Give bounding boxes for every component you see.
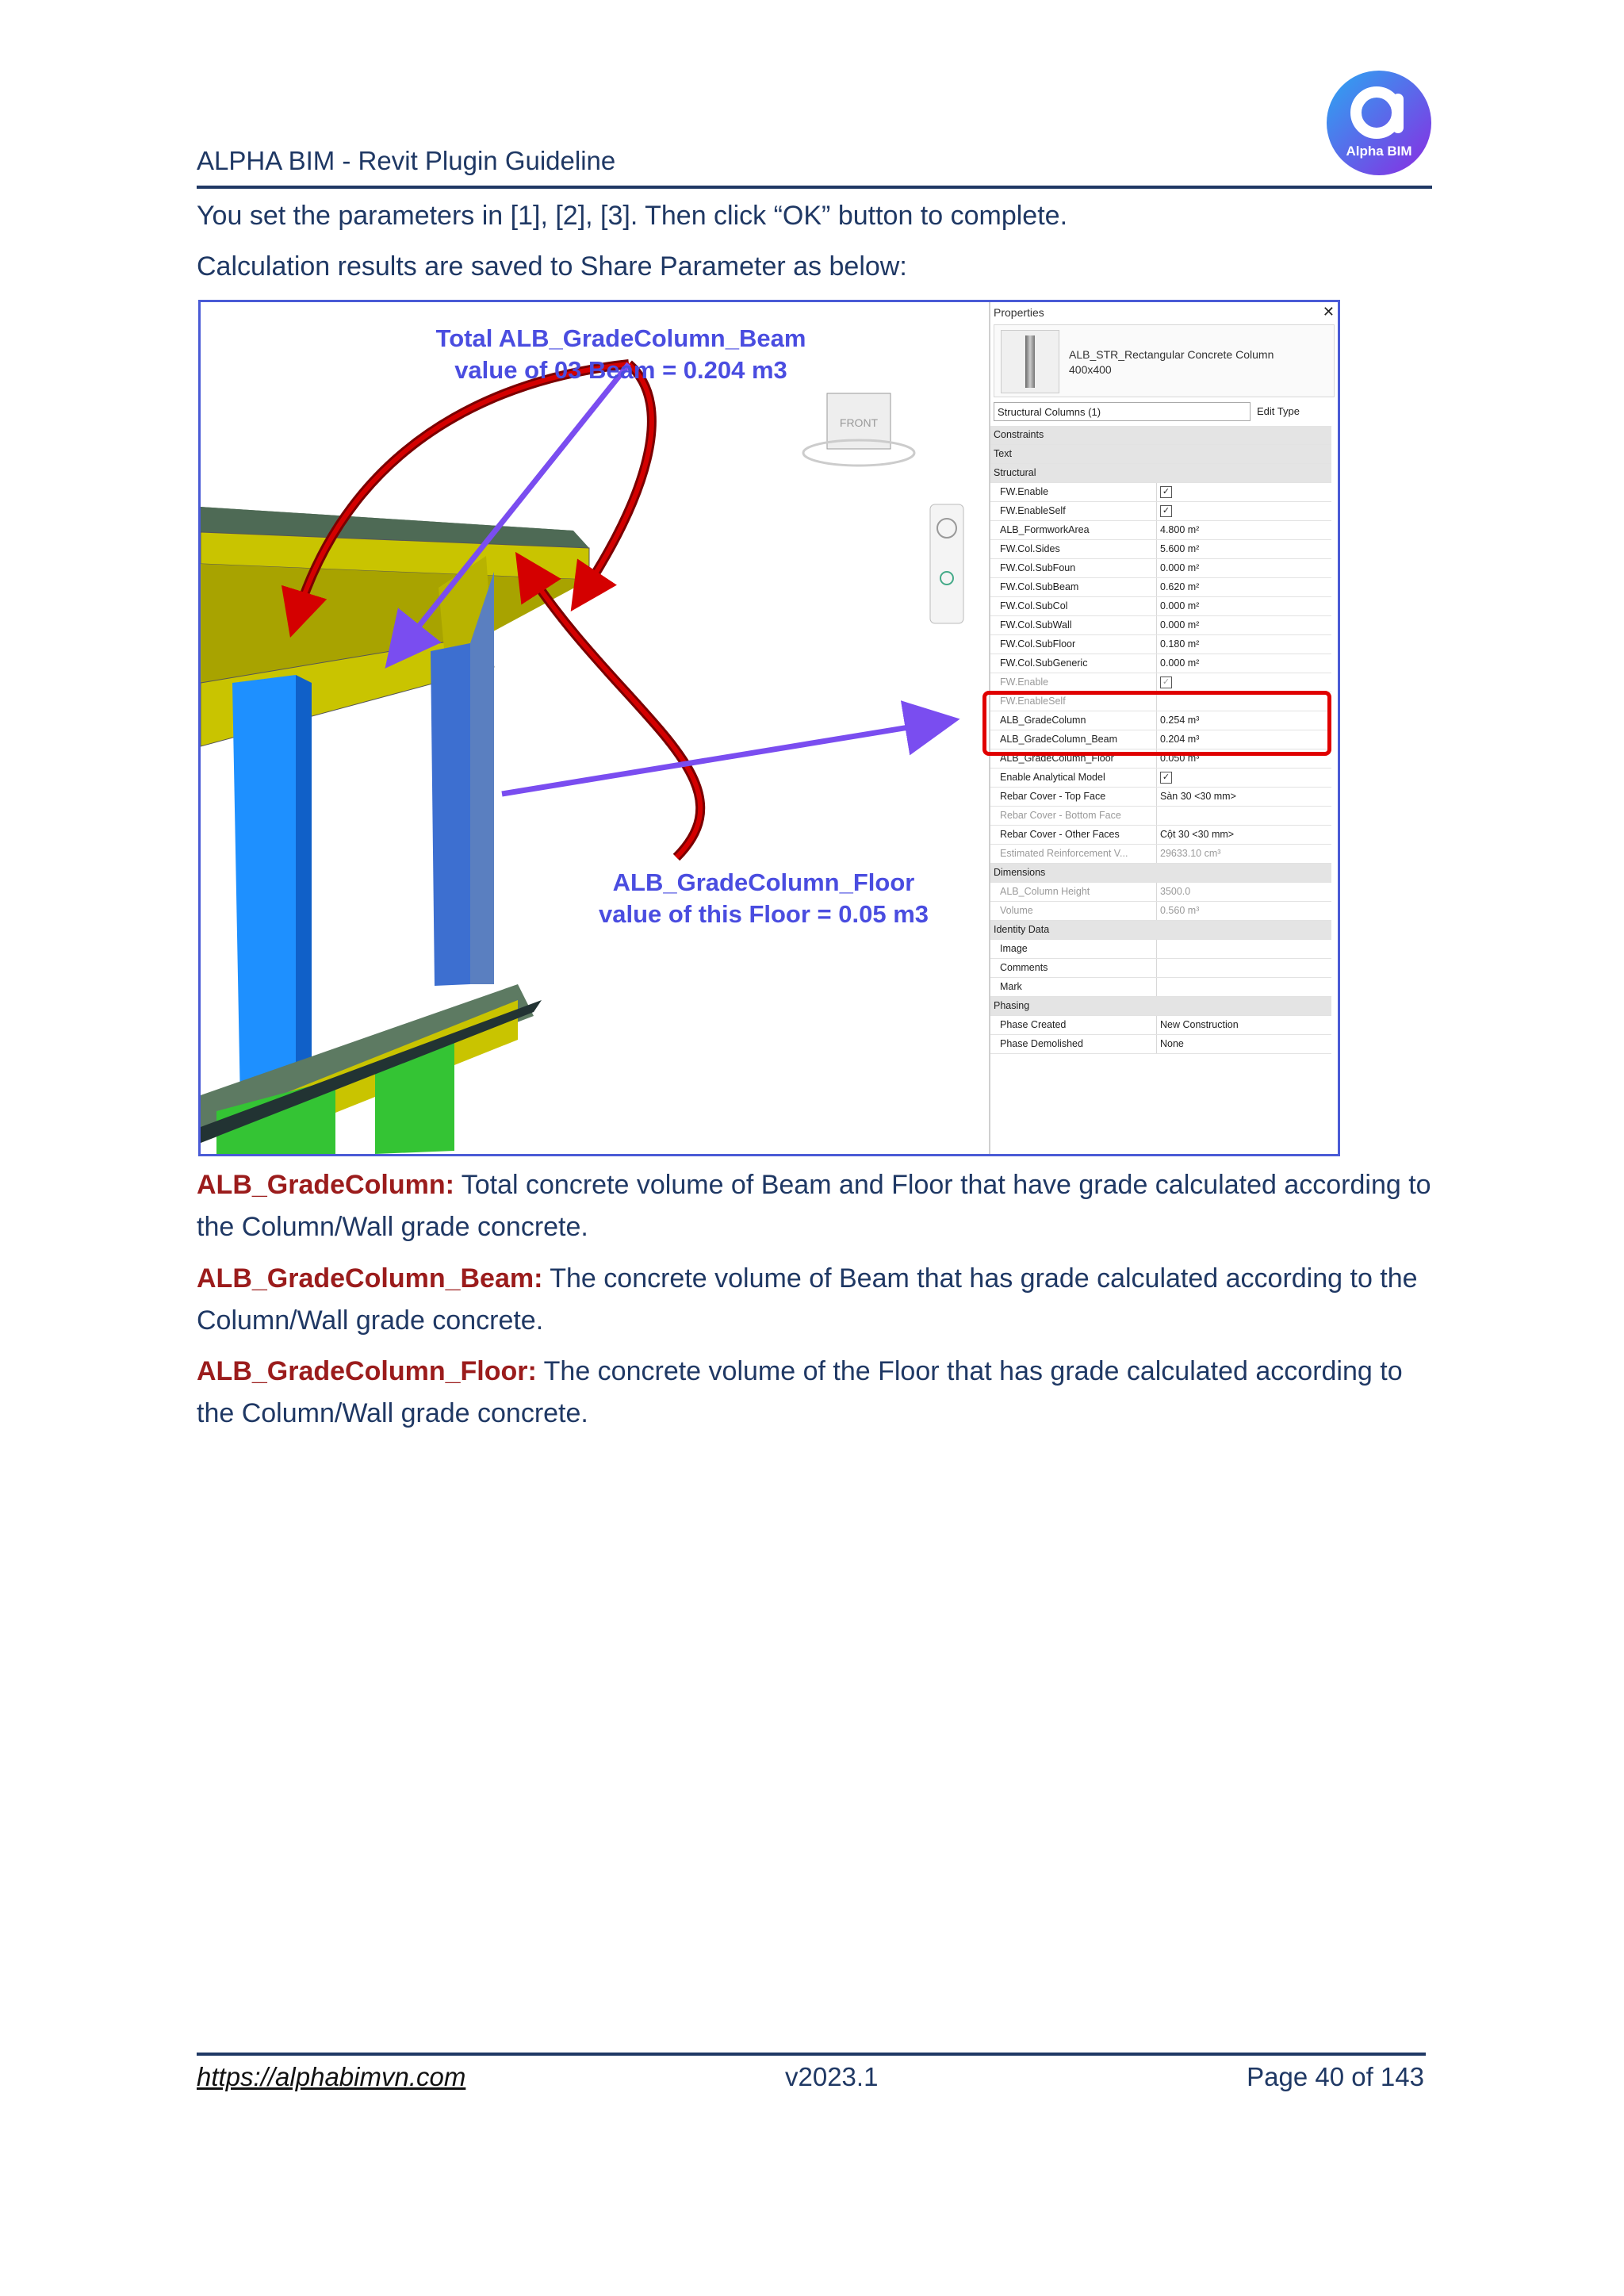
property-name: FW.Col.SubWall [990, 616, 1157, 634]
definition-gradecolumn [197, 1164, 1434, 1248]
property-name: Mark [990, 978, 1157, 996]
property-value[interactable]: 0.050 m³ [1160, 753, 1200, 764]
definition-text: The concrete volume of the Floor that has grade calculated according to the Column/Wall grade concrete. [197, 1356, 1403, 1428]
header-divider [197, 186, 1432, 189]
property-name: Comments [990, 959, 1157, 977]
viewcube-label: FRONT [839, 416, 879, 429]
property-value[interactable]: 0.560 m³ [1160, 905, 1200, 916]
property-name: Rebar Cover - Bottom Face [990, 807, 1157, 825]
property-row[interactable] [990, 521, 1331, 540]
property-row[interactable] [990, 769, 1331, 788]
property-value[interactable]: 0.620 m² [1160, 581, 1200, 592]
beam-annotation-line-1: Total ALB_GradeColumn_Beam [435, 324, 806, 352]
property-name: Phasing [994, 1000, 1030, 1011]
floor-annotation-line-2: value of this Floor = 0.05 m3 [598, 900, 929, 928]
property-row[interactable] [990, 1016, 1331, 1035]
property-name: Identity Data [994, 924, 1050, 935]
footer-website-link[interactable]: https://alphabimvn.com [197, 2062, 466, 2091]
property-name: ALB_GradeColumn [990, 711, 1157, 730]
property-name: FW.Col.SubFoun [990, 559, 1157, 577]
property-value[interactable]: 0.000 m² [1160, 657, 1200, 669]
type-selector[interactable] [994, 324, 1335, 397]
property-value[interactable] [1157, 483, 1331, 501]
property-name: FW.Col.SubGeneric [990, 654, 1157, 673]
property-row[interactable] [990, 597, 1331, 616]
highlight-box [982, 691, 1331, 756]
property-value[interactable]: 0.180 m² [1160, 638, 1200, 650]
property-group-header[interactable] [990, 445, 1331, 464]
property-row[interactable] [990, 845, 1331, 864]
property-value[interactable] [1157, 769, 1331, 787]
revit-screenshot-figure [198, 300, 1340, 1156]
document-header-title: ALPHA BIM - Revit Plugin Guideline [197, 146, 616, 175]
property-group-header[interactable] [990, 864, 1331, 883]
intro-line-2: Calculation results are saved to Share Parameter as below: [197, 251, 907, 282]
properties-title: Properties [994, 306, 1044, 319]
intro-line-1: You set the parameters in [1], [2], [3]. Then click “OK” button to complete. [197, 201, 1068, 231]
property-value[interactable]: Cột 30 <30 mm> [1160, 829, 1235, 840]
property-value[interactable] [1157, 940, 1331, 958]
property-row[interactable] [990, 635, 1331, 654]
column-type-thumbnail [1001, 330, 1059, 393]
property-row[interactable] [990, 902, 1331, 921]
floor-annotation [550, 867, 978, 930]
navigation-bar[interactable] [930, 504, 963, 623]
property-row[interactable] [990, 559, 1331, 578]
definition-text: The concrete volume of Beam that has grade calculated according to the Column/Wall grade concrete. [197, 1263, 1418, 1336]
property-row[interactable] [990, 940, 1331, 959]
property-name: Constraints [994, 429, 1044, 440]
property-name: Text [994, 448, 1012, 459]
property-row[interactable] [990, 807, 1331, 826]
property-value[interactable] [1157, 502, 1331, 520]
property-value[interactable]: New Construction [1160, 1019, 1239, 1030]
definition-gradecolumn-beam [197, 1258, 1434, 1342]
property-name: FW.Col.SubFloor [990, 635, 1157, 654]
property-value[interactable]: 0.000 m² [1160, 600, 1200, 611]
beam-annotation [399, 323, 843, 386]
property-row[interactable] [990, 540, 1331, 559]
property-group-header[interactable] [990, 921, 1331, 940]
footer-page-number: Page 40 of 143 [1247, 2062, 1424, 2091]
footer-version: v2023.1 [785, 2062, 879, 2091]
property-row[interactable] [990, 502, 1331, 521]
definition-gradecolumn-floor [197, 1351, 1434, 1435]
3d-model-view [201, 302, 989, 1154]
type-name-line-1: ALB_STR_Rectangular Concrete Column [1069, 348, 1274, 361]
type-name-line-2: 400x400 [1069, 363, 1112, 376]
property-row[interactable] [990, 578, 1331, 597]
property-name: FW.EnableSelf [990, 692, 1157, 711]
property-value[interactable] [1157, 807, 1331, 825]
property-row[interactable] [990, 978, 1331, 997]
property-row[interactable] [990, 616, 1331, 635]
property-name: FW.Col.Sides [990, 540, 1157, 558]
property-value[interactable] [1157, 978, 1331, 996]
close-icon[interactable]: ✕ [1322, 304, 1335, 320]
property-group-header[interactable] [990, 997, 1331, 1016]
property-name: Image [990, 940, 1157, 958]
property-name: Rebar Cover - Other Faces [990, 826, 1157, 844]
property-row[interactable] [990, 959, 1331, 978]
checkbox-icon[interactable]: ✓ [1160, 505, 1172, 517]
property-row[interactable] [990, 826, 1331, 845]
property-name: Enable Analytical Model [990, 769, 1157, 787]
property-name: Estimated Reinforcement V... [990, 845, 1157, 863]
floor-annotation-line-1: ALB_GradeColumn_Floor [612, 868, 915, 896]
property-row[interactable] [990, 788, 1331, 807]
property-value[interactable]: 29633.10 cm³ [1160, 848, 1221, 859]
property-value[interactable] [1157, 959, 1331, 977]
definition-term: ALB_GradeColumn_Beam: [197, 1263, 543, 1294]
instance-filter-dropdown[interactable]: Structural Columns (1) [994, 402, 1251, 421]
checkbox-icon[interactable]: ✓ [1160, 772, 1172, 784]
beam-annotation-line-2: value of 03 Beam = 0.204 m3 [454, 356, 787, 384]
property-name: Volume [990, 902, 1157, 920]
definition-term: ALB_GradeColumn_Floor: [197, 1356, 537, 1386]
property-value[interactable]: 0.000 m² [1160, 619, 1200, 631]
property-value[interactable]: 0.204 m³ [1160, 734, 1200, 745]
edit-type-button[interactable]: Edit Type [1257, 405, 1300, 417]
property-row[interactable] [990, 654, 1331, 673]
property-row[interactable] [990, 883, 1331, 902]
property-name: FW.Enable [990, 673, 1157, 692]
footer-divider [197, 2053, 1426, 2056]
svg-text:Alpha BIM: Alpha BIM [1346, 144, 1412, 159]
property-name: Phase Demolished [990, 1035, 1157, 1053]
property-name: FW.Enable [990, 483, 1157, 501]
property-value[interactable]: 0.254 m³ [1160, 715, 1200, 726]
property-group-header[interactable] [990, 426, 1331, 445]
property-row[interactable] [990, 673, 1331, 692]
property-name: FW.EnableSelf [990, 502, 1157, 520]
property-name: Structural [994, 467, 1036, 478]
definition-term: ALB_GradeColumn: [197, 1170, 454, 1200]
property-name: ALB_GradeColumn_Beam [990, 730, 1157, 749]
property-name: ALB_GradeColumn_Floor [990, 749, 1157, 768]
checkbox-icon[interactable]: ✓ [1160, 486, 1172, 498]
alpha-bim-logo [1326, 70, 1432, 176]
property-name: Phase Created [990, 1016, 1157, 1034]
property-value[interactable]: 5.600 m² [1160, 543, 1200, 554]
property-name: Dimensions [994, 867, 1046, 878]
property-value[interactable] [1157, 673, 1331, 692]
checkbox-icon[interactable]: ✓ [1160, 677, 1172, 688]
property-group-header[interactable] [990, 464, 1331, 483]
property-row[interactable] [990, 483, 1331, 502]
property-name: ALB_Column Height [990, 883, 1157, 901]
property-name: FW.Col.SubBeam [990, 578, 1157, 596]
property-value[interactable]: 3500.0 [1160, 886, 1191, 897]
property-value[interactable]: Sàn 30 <30 mm> [1160, 791, 1236, 802]
property-name: FW.Col.SubCol [990, 597, 1157, 615]
type-name [1069, 347, 1274, 378]
property-row[interactable] [990, 1035, 1331, 1054]
definition-text: Total concrete volume of Beam and Floor that have grade calculated according to the Column/Wall grade concrete. [197, 1170, 1431, 1242]
property-value[interactable]: 4.800 m² [1160, 524, 1200, 535]
property-name: ALB_FormworkArea [990, 521, 1157, 539]
property-name: Rebar Cover - Top Face [990, 788, 1157, 806]
property-value[interactable]: 0.000 m² [1160, 562, 1200, 573]
property-value[interactable]: None [1160, 1038, 1184, 1049]
